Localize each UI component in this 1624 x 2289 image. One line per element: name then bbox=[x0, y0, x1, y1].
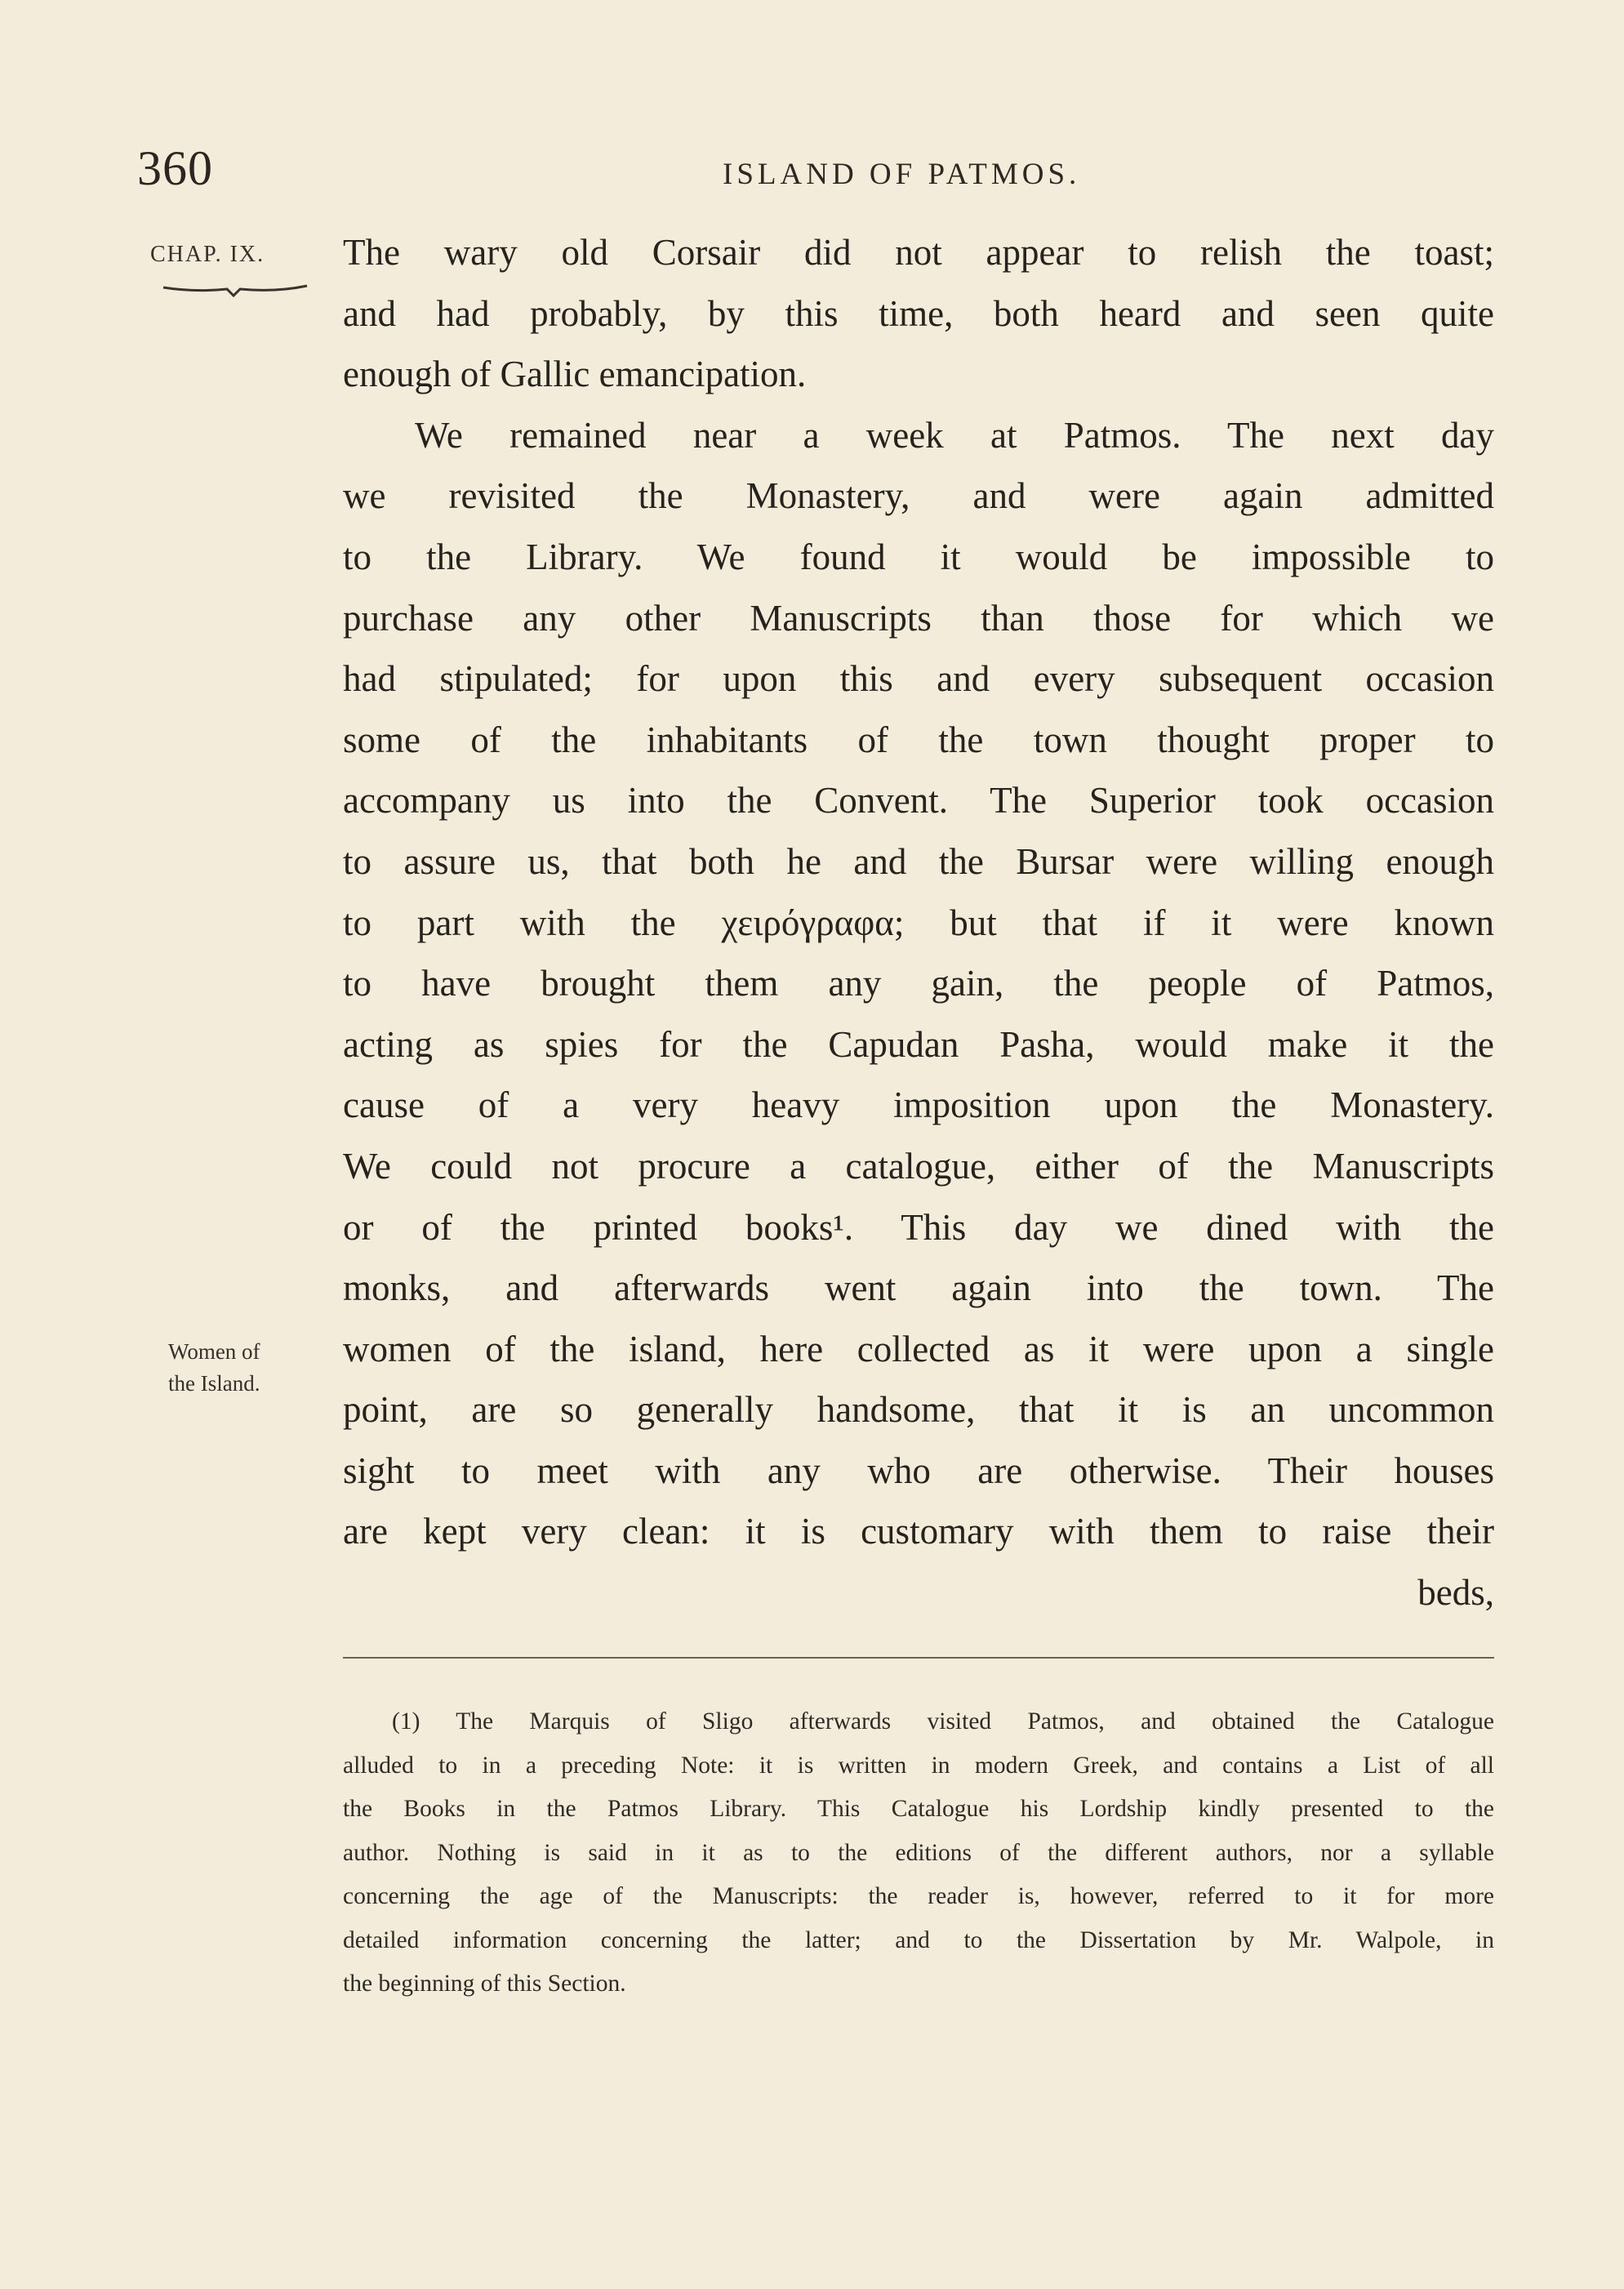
footnote-line: (1) The Marquis of Sligo afterwards visited Patmos, and obtained the Catalogue bbox=[392, 1708, 1494, 1735]
body-line: we revisited the Monastery, and were again admitted bbox=[343, 475, 1494, 517]
footnote-line: alluded to in a preceding Note: it is written in modern Greek, and contains a List of all bbox=[343, 1752, 1494, 1779]
page-header bbox=[0, 140, 1624, 206]
body-line: are kept very clean: it is customary with them to raise their bbox=[343, 1511, 1494, 1552]
body-line: We could not procure a catalogue, either of the Manuscripts bbox=[343, 1145, 1494, 1187]
body-line: women of the island, here collected as it were upon a single bbox=[343, 1328, 1494, 1369]
body-line: sight to meet with any who are otherwise. Their houses bbox=[343, 1450, 1494, 1491]
page-number: 360 bbox=[137, 141, 213, 195]
footnote-line: concerning the age of the Manuscripts: the reader is, however, referred to it for more bbox=[343, 1883, 1494, 1909]
footnote bbox=[343, 1700, 1494, 2006]
body-line: or of the printed books¹. This day we dined with the bbox=[343, 1206, 1494, 1248]
footnote-line: the Books in the Patmos Library. This Catalogue his Lordship kindly presented to the bbox=[343, 1796, 1494, 1822]
footnote-line: the beginning of this Section. bbox=[343, 1971, 626, 1997]
marginal-note-line: Women of bbox=[168, 1339, 260, 1364]
body-line: We remained near a week at Patmos. The next day bbox=[415, 414, 1494, 456]
body-line: to the Library. We found it would be impossible to bbox=[343, 536, 1494, 577]
body-line: cause of a very heavy imposition upon the Monastery. bbox=[343, 1084, 1494, 1126]
body-text bbox=[343, 222, 1494, 1623]
chapter-label: CHAP. IX. bbox=[150, 242, 265, 267]
footnote-line: author. Nothing is said in it as to the editions of the different authors, nor a syllable bbox=[343, 1839, 1494, 1866]
body-line: and had probably, by this time, both heard and seen quite bbox=[343, 292, 1494, 334]
catchword: beds, bbox=[1417, 1572, 1494, 1614]
marginal-note-line: the Island. bbox=[168, 1371, 260, 1396]
body-line: to have brought them any gain, the people of Patmos, bbox=[343, 963, 1494, 1004]
body-line: purchase any other Manuscripts than those for which we bbox=[343, 597, 1494, 639]
body-line: enough of Gallic emancipation. bbox=[343, 354, 807, 395]
body-line: The wary old Corsair did not appear to relish the toast; bbox=[343, 232, 1494, 273]
footnote-rule bbox=[343, 1657, 1494, 1659]
body-line: monks, and afterwards went again into the town. The bbox=[343, 1267, 1494, 1309]
body-line: point, are so generally handsome, that it is an uncommon bbox=[343, 1389, 1494, 1431]
marginal-note bbox=[168, 1336, 307, 1400]
body-line: acting as spies for the Capudan Pasha, would make it the bbox=[343, 1023, 1494, 1065]
body-line: to assure us, that both he and the Bursar were willing enough bbox=[343, 840, 1494, 882]
body-line: some of the inhabitants of the town thought proper to bbox=[343, 719, 1494, 760]
body-line: had stipulated; for upon this and every subsequent occasion bbox=[343, 658, 1494, 700]
chapter-brace-ornament bbox=[162, 283, 309, 299]
footnote-line: detailed information concerning the latter; and to the Dissertation by Mr. Walpole, in bbox=[343, 1926, 1494, 1953]
running-head: ISLAND OF PATMOS. bbox=[723, 158, 1081, 191]
body-line: accompany us into the Convent. The Superior took occasion bbox=[343, 780, 1494, 822]
body-line: to part with the χειρόγραφα; but that if it were known bbox=[343, 902, 1494, 943]
